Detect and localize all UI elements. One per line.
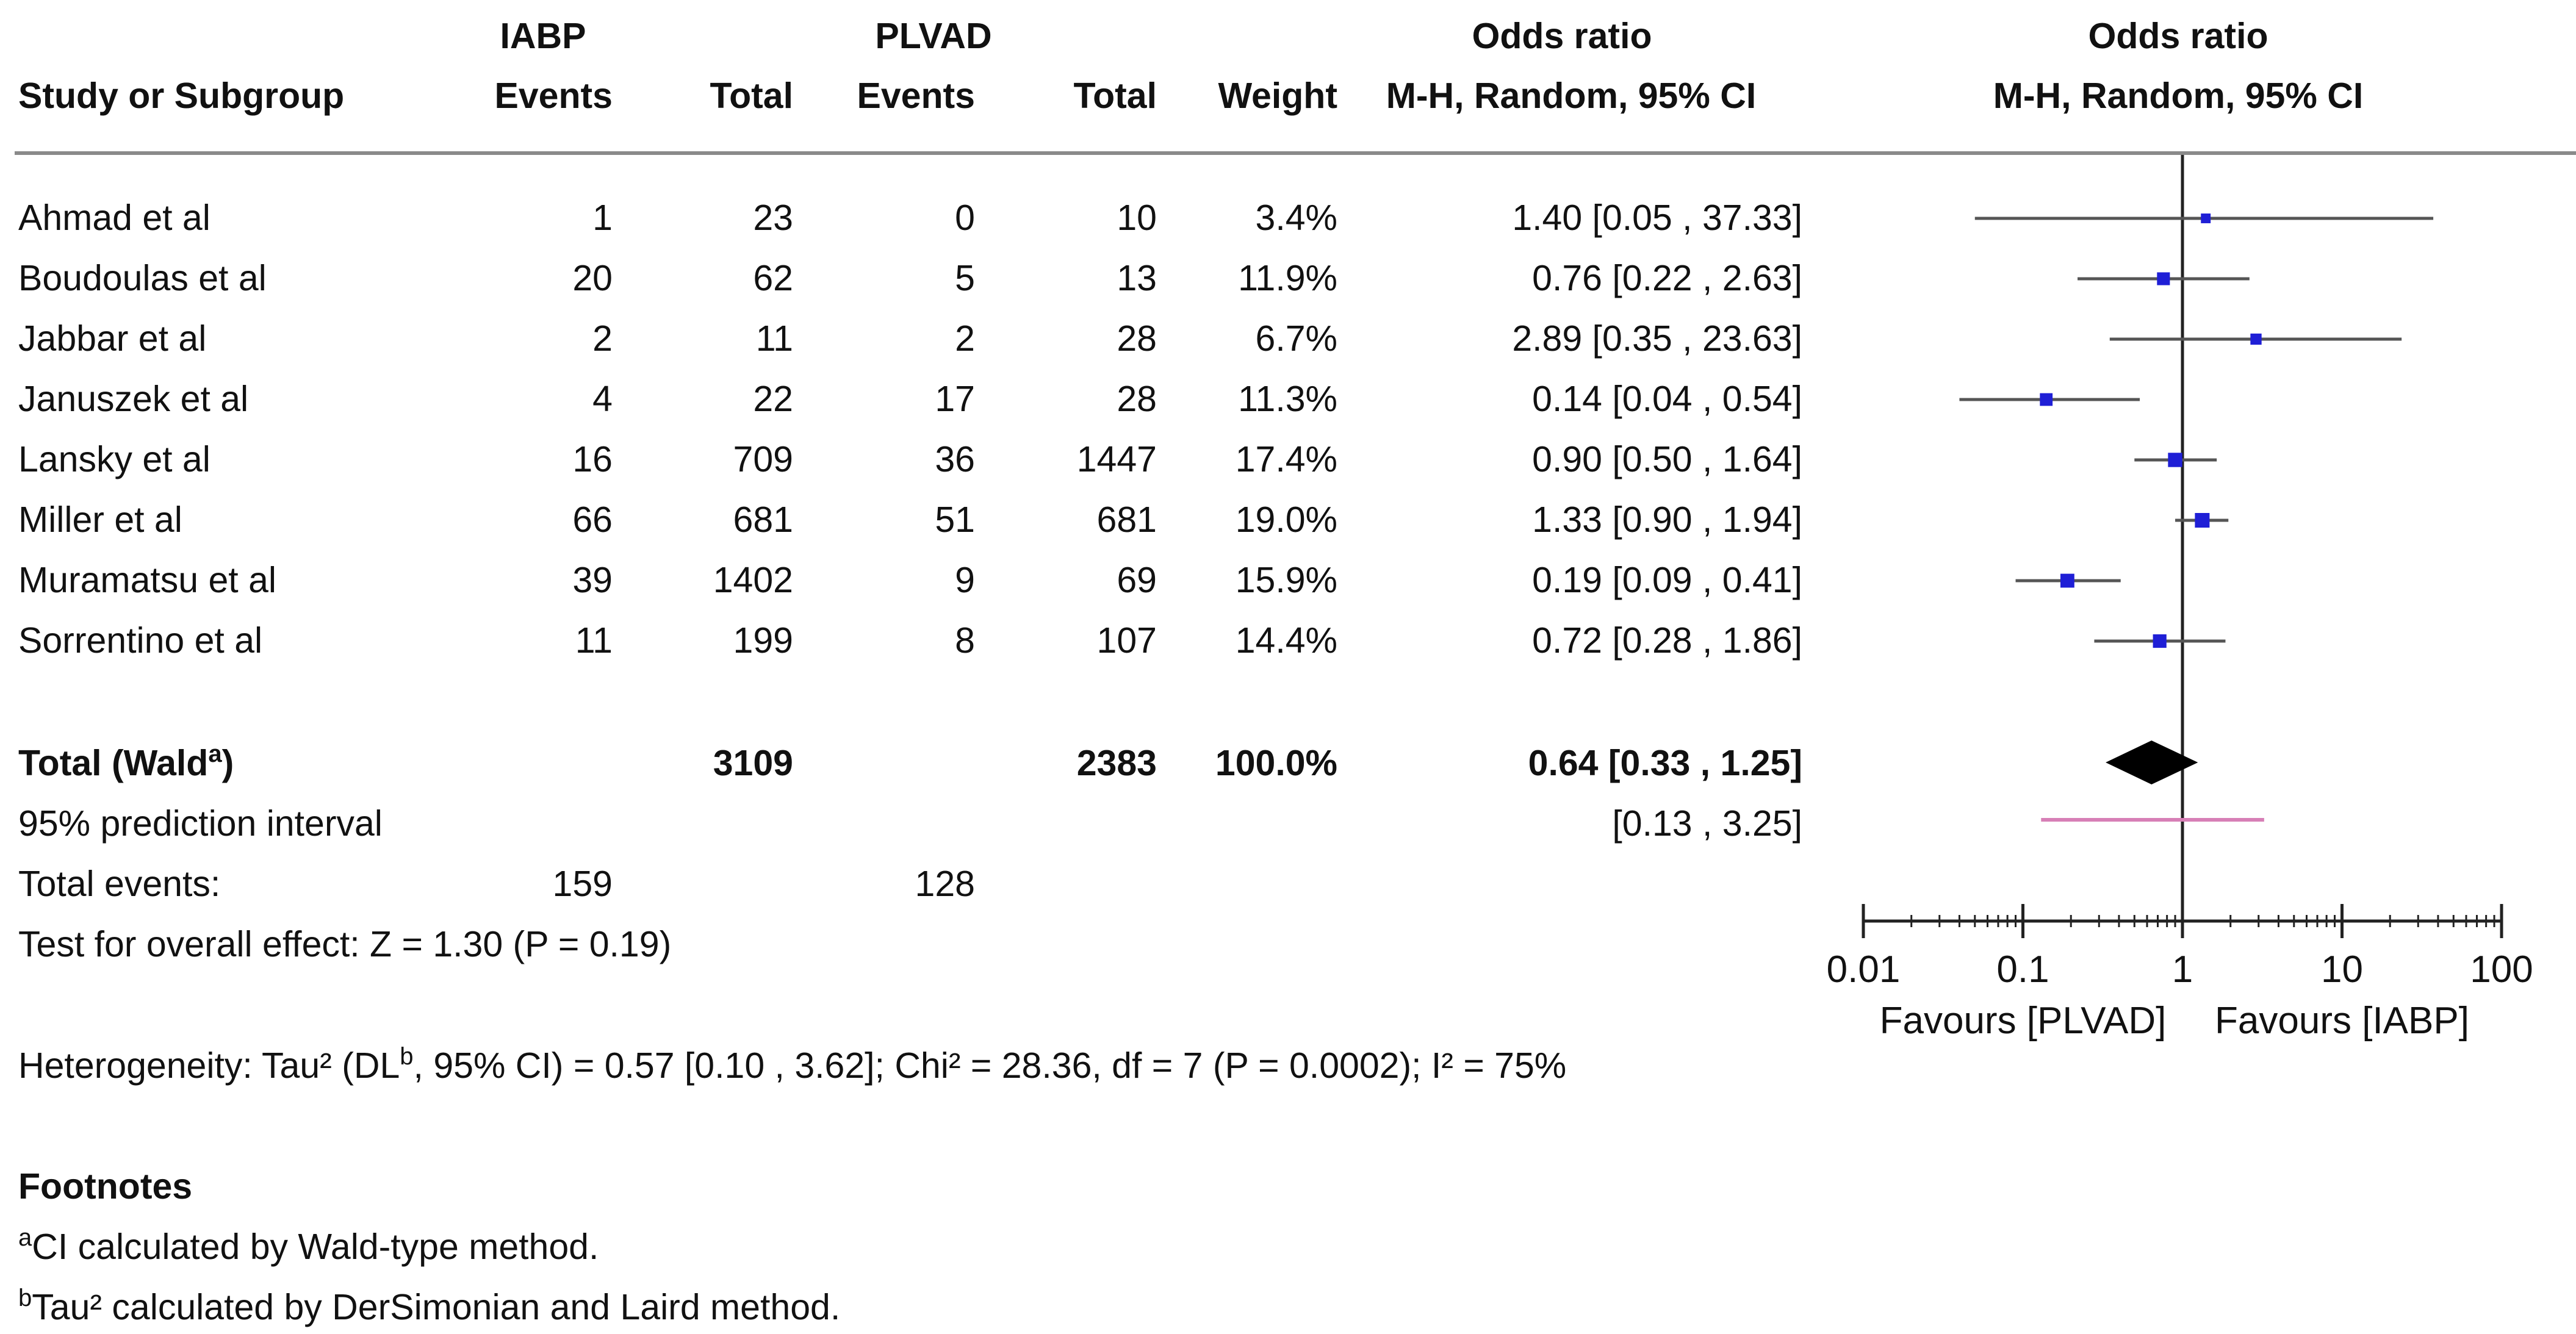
tick-label: 10 [2321,949,2363,991]
total-or-ci: 0.64 [0.33 , 1.25] [1528,743,1802,783]
study-name: Januszek et al [18,379,249,419]
point-marker [2157,272,2170,285]
plvad-events: 5 [955,258,975,298]
plvad-events: 36 [935,439,975,479]
study-column-header: Study or Subgroup [18,76,345,116]
point-marker [2201,213,2211,223]
or-title-header: Odds ratio [1472,16,1652,56]
study-weight: 19.0% [1235,500,1337,540]
iabp-events: 11 [575,620,613,661]
study-name: Miller et al [18,500,182,540]
point-marker [2153,634,2167,648]
study-weight: 11.3% [1238,379,1337,419]
plot-title-header: Odds ratio [2088,16,2268,56]
study-weight: 14.4% [1235,620,1337,661]
tick-label: 1 [2171,949,2193,991]
study-or-ci: 0.14 [0.04 , 0.54] [1532,379,1802,419]
study-or-ci: 2.89 [0.35 , 23.63] [1512,318,1802,359]
point-marker [2195,513,2209,528]
study-name: Boudoulas et al [18,258,267,298]
plvad-events: 17 [935,379,975,419]
point-marker [2250,334,2261,345]
prediction-label: 95% prediction interval [18,803,383,844]
total-label: Total (Wald$^a$) [18,741,234,783]
study-or-ci: 0.72 [0.28 , 1.86] [1532,620,1802,661]
plvad-events: 0 [955,198,975,238]
plvad-total: 107 [1096,620,1157,661]
pooled-diamond [2106,741,2198,784]
plvad-total-events: 128 [915,864,975,904]
group1-header: IABP [500,16,586,56]
study-or-ci: 1.33 [0.90 , 1.94] [1532,500,1802,540]
heterogeneity-text: Heterogeneity: Tau² ($DL^b$, 95% CI) = 0.57 [0.10 , 3.62]; Chi² = 28.36, df = 7 (P = 0.0002); I² = 75% [18,1043,1567,1086]
total1-column-header: Total [710,76,793,116]
events2-column-header: Events [857,76,975,116]
tick-label: 0.1 [1996,949,2049,991]
footnote-a: $^a$CI calculated by Wald-type method. [18,1224,599,1267]
iabp-events: 66 [572,500,613,540]
iabp-events: 1 [592,198,613,238]
iabp-events: 16 [572,439,613,479]
iabp-total: 11 [755,318,793,359]
total-events-label: Total events: [18,864,221,904]
plvad-events: 2 [955,318,975,359]
iabp-events: 39 [572,560,613,600]
total-weight: 100.0% [1215,743,1337,783]
plvad-total: 28 [1117,318,1157,359]
study-weight: 15.9% [1235,560,1337,600]
plvad-total: 69 [1117,560,1157,600]
events1-column-header: Events [494,76,613,116]
study-name: Sorrentino et al [18,620,263,661]
plvad-total: 1447 [1076,439,1157,479]
iabp-total-sum: 3109 [713,743,793,783]
overall-effect-text: Test for overall effect: Z = 1.30 (P = 0.19) [18,924,672,964]
tick-label: 0.01 [1826,949,1901,991]
or-method-header: M-H, Random, 95% CI [1386,76,1757,116]
plvad-total: 681 [1096,500,1157,540]
x-label-left: Favours [PLVAD] [1879,1000,2167,1042]
study-name: Jabbar et al [18,318,207,359]
study-name: Ahmad et al [18,198,210,238]
prediction-ci: [0.13 , 3.25] [1612,803,1802,844]
study-weight: 6.7% [1255,318,1337,359]
study-or-ci: 0.76 [0.22 , 2.63] [1532,258,1802,298]
iabp-total: 23 [753,198,793,238]
iabp-total: 199 [733,620,793,661]
plvad-total: 13 [1117,258,1157,298]
weight-column-header: Weight [1218,76,1337,116]
plvad-total: 28 [1117,379,1157,419]
study-or-ci: 0.19 [0.09 , 0.41] [1532,560,1802,600]
tick-label: 100 [2470,949,2533,991]
x-label-right: Favours [IABP] [2215,1000,2469,1042]
total-footnote-marker: a [208,741,222,767]
study-name: Lansky et al [18,439,210,479]
study-weight: 3.4% [1255,198,1337,238]
plvad-events: 8 [955,620,975,661]
study-or-ci: 1.40 [0.05 , 37.33] [1512,198,1802,238]
iabp-total: 22 [753,379,793,419]
plot-method-header: M-H, Random, 95% CI [1993,76,2364,116]
plvad-total-sum: 2383 [1076,743,1157,783]
point-marker [2040,393,2053,406]
total2-column-header: Total [1073,76,1157,116]
study-name: Muramatsu et al [18,560,276,600]
study-weight: 17.4% [1235,439,1337,479]
group2-header: PLVAD [875,16,992,56]
iabp-total: 62 [753,258,793,298]
point-marker [2060,574,2074,588]
plvad-events: 51 [935,500,975,540]
study-weight: 11.9% [1238,258,1337,298]
plvad-total: 10 [1117,198,1157,238]
iabp-total: 681 [733,500,793,540]
plvad-events: 9 [955,560,975,600]
footnotes-title: Footnotes [18,1166,193,1207]
iabp-total: 1402 [713,560,793,600]
iabp-total-events: 159 [552,864,613,904]
heterogeneity-footnote-marker: b [400,1043,414,1070]
iabp-events: 20 [572,258,613,298]
iabp-events: 2 [592,318,613,359]
iabp-total: 709 [733,439,793,479]
footnote-b: $^b$Tau² calculated by DerSimonian and Laird method. [18,1285,841,1327]
point-marker [2168,453,2182,467]
iabp-events: 4 [592,379,613,419]
study-or-ci: 0.90 [0.50 , 1.64] [1532,439,1802,479]
